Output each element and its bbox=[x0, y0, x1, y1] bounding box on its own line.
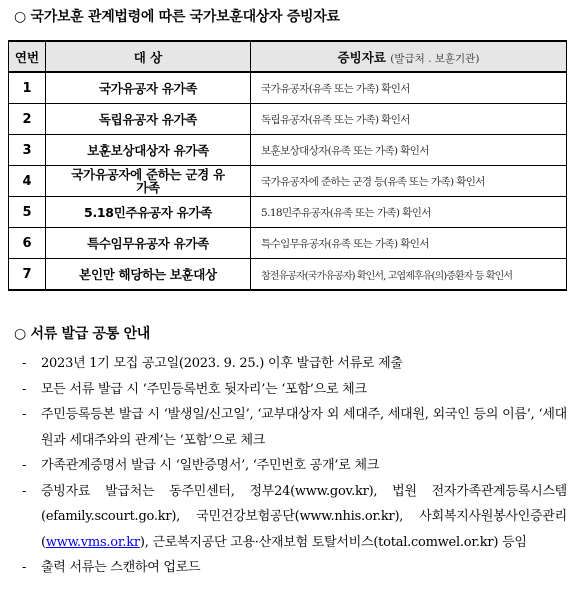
row-target: 특수임무유공자 유가족 bbox=[46, 228, 251, 259]
row-number: 4 bbox=[9, 166, 46, 197]
row-target: 국가유공자 유가족 bbox=[46, 72, 251, 104]
dash-bullet: - bbox=[22, 483, 27, 499]
row-document: 참전유공자(국가유공자) 확인서, 고엽제후유(의)증환자 등 확인서 bbox=[251, 259, 567, 291]
row-document: 국가유공자(유족 또는 가족) 확인서 bbox=[251, 72, 567, 104]
row-number: 3 bbox=[9, 135, 46, 166]
table-row bbox=[9, 166, 567, 197]
row-number: 2 bbox=[9, 104, 46, 135]
list-item bbox=[22, 402, 567, 453]
veterans-documents-table bbox=[8, 40, 567, 291]
circle-bullet-icon: ○ bbox=[14, 9, 26, 25]
row-number: 1 bbox=[9, 72, 46, 104]
dash-bullet: - bbox=[22, 458, 27, 473]
dash-bullet: - bbox=[22, 356, 27, 371]
row-document: 독립유공자(유족 또는 가족) 확인서 bbox=[251, 104, 567, 135]
list-item bbox=[22, 555, 567, 581]
note-text: 출력 서류는 스캔하여 업로드 bbox=[41, 560, 201, 575]
row-target: 독립유공자 유가족 bbox=[46, 104, 251, 135]
dash-bullet: - bbox=[22, 407, 27, 422]
section-heading-common-guide bbox=[14, 323, 150, 343]
row-number: 6 bbox=[9, 228, 46, 259]
dash-bullet: - bbox=[22, 560, 27, 575]
row-document: 5.18민주유공자(유족 또는 가족) 확인서 bbox=[251, 197, 567, 228]
list-item bbox=[22, 479, 567, 556]
row-document: 특수임무유공자(유족 또는 가족) 확인서 bbox=[251, 228, 567, 259]
section-title: 서류 발급 공통 안내 bbox=[30, 326, 151, 342]
section-title: 국가보훈 관계법령에 따른 국가보훈대상자 증빙자료 bbox=[30, 9, 340, 25]
row-document: 보훈보상대상자(유족 또는 가족) 확인서 bbox=[251, 135, 567, 166]
list-item bbox=[22, 453, 567, 479]
note-text: 2023년 1기 모집 공고일(2023. 9. 25.) 이후 발급한 서류로 제출 bbox=[41, 356, 403, 371]
note-text-part: ), 근로복지공단 고용·산재보험 토탈서비스(total.comwel.or.kr) 등임 bbox=[139, 534, 527, 550]
row-target: 5.18민주유공자 유가족 bbox=[46, 197, 251, 228]
row-number: 5 bbox=[9, 197, 46, 228]
list-item bbox=[22, 351, 567, 377]
note-text-part: 증빙자료 발급처는 동주민센터, 정부24(www.gov.kr), 법원 전자가족관계등록시스템(efamily.scourt.go.kr), 국민건강보험공단(www.nhis.or.kr), 사회복지사원봉사인증관리( bbox=[41, 483, 567, 550]
table-row bbox=[9, 72, 567, 104]
row-target: 본인만 해당하는 보훈대상 bbox=[46, 259, 251, 291]
section-heading-veterans-documents bbox=[14, 6, 340, 26]
guide-notes-list bbox=[22, 351, 567, 581]
header-documents-sub: (발급처 . 보훈기관) bbox=[390, 52, 480, 65]
note-text: 주민등록등본 발급 시 ‘발생일/신고일’, ‘교부대상자 외 세대주, 세대원, 외국인 등의 이름’, ‘세대원과 세대주와의 관계’는 ‘포함’으로 체크 bbox=[41, 407, 567, 448]
table-row bbox=[9, 104, 567, 135]
note-text: 모든 서류 발급 시 ‘주민등록번호 뒷자리’는 ‘포함’으로 체크 bbox=[41, 381, 367, 397]
header-documents-main: 증빙자료 bbox=[337, 49, 386, 65]
table-row bbox=[9, 228, 567, 259]
header-documents bbox=[251, 41, 567, 72]
note-text bbox=[41, 479, 567, 556]
table-row bbox=[9, 135, 567, 166]
list-item bbox=[22, 377, 567, 403]
row-number: 7 bbox=[9, 259, 46, 291]
table-row bbox=[9, 259, 567, 291]
row-document: 국가유공자에 준하는 군경 등(유족 또는 가족) 확인서 bbox=[251, 166, 567, 197]
circle-bullet-icon: ○ bbox=[14, 326, 26, 342]
row-target: 보훈보상대상자 유가족 bbox=[46, 135, 251, 166]
dash-bullet: - bbox=[22, 381, 27, 397]
table-row bbox=[9, 197, 567, 228]
vms-link[interactable]: www.vms.or.kr bbox=[45, 534, 140, 550]
header-no: 연번 bbox=[9, 41, 46, 72]
table-header-row bbox=[9, 41, 567, 72]
header-target: 대 상 bbox=[46, 41, 251, 72]
row-target: 국가유공자에 준하는 군경 유가족 bbox=[46, 166, 251, 197]
note-text: 가족관계증명서 발급 시 ‘일반증명서’, ‘주민번호 공개’로 체크 bbox=[41, 458, 380, 473]
